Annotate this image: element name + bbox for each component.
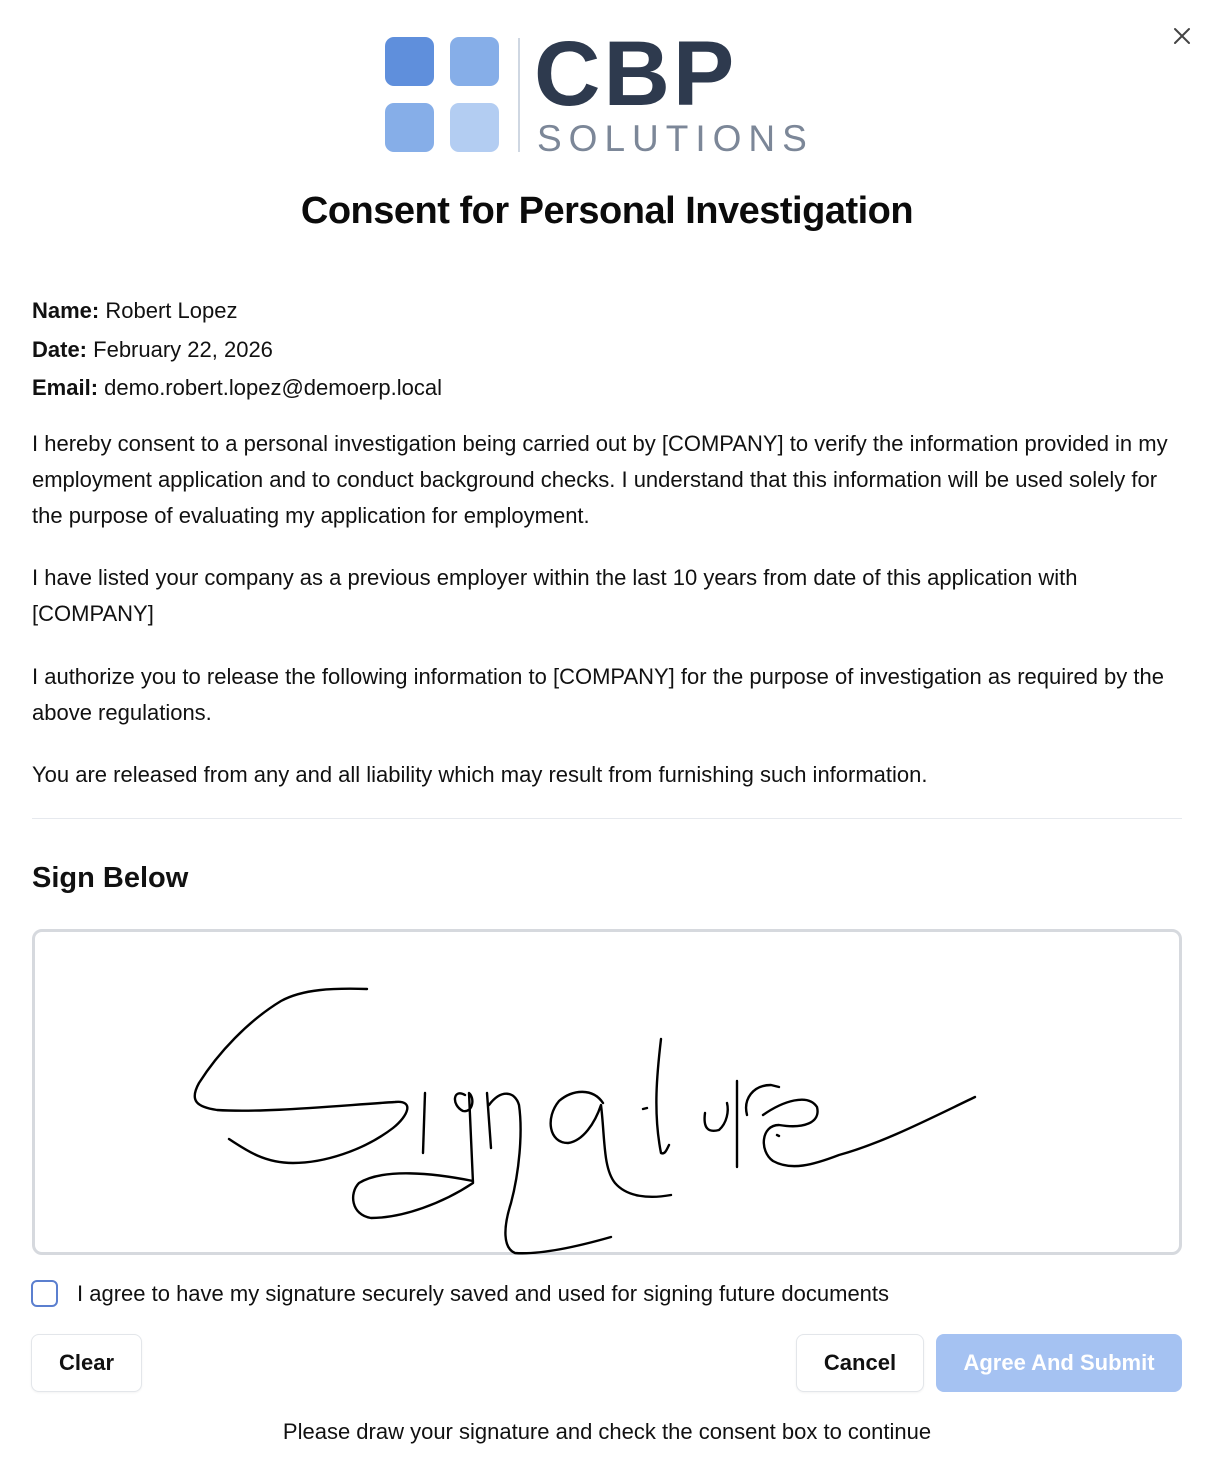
cancel-button[interactable]: Cancel bbox=[796, 1334, 924, 1392]
consent-paragraph: I hereby consent to a personal investigation being carried out by [COMPANY] to verify the information provided in my employment application and to conduct background checks. I understand that this information will be used solely for the purpose of evaluating my application for employment. bbox=[32, 431, 1168, 528]
logo-brand-sub: SOLUTIONS bbox=[537, 118, 814, 159]
signature-pad[interactable] bbox=[32, 929, 1182, 1255]
clear-button[interactable]: Clear bbox=[31, 1334, 142, 1392]
consent-paragraph: I have listed your company as a previous employer within the last 10 years from date of this application with [COMPANY] bbox=[32, 565, 1078, 626]
sign-heading: Sign Below bbox=[32, 862, 189, 894]
instruction-hint: Please draw your signature and check the consent box to continue bbox=[282, 1419, 932, 1444]
consent-row[interactable] bbox=[31, 1280, 889, 1307]
info-value: Robert Lopez bbox=[105, 298, 238, 323]
consent-paragraph: I authorize you to release the following information to [COMPANY] for the purpose of investigation as required by the above regulations. bbox=[32, 664, 1164, 725]
consent-paragraph: You are released from any and all liability which may result from furnishing such information. bbox=[32, 762, 928, 787]
info-value: demo.robert.lopez@demoerp.local bbox=[104, 375, 442, 400]
document-title: Consent for Personal Investigation bbox=[300, 190, 914, 232]
signature-drawing bbox=[3, 3, 1214, 1482]
agree-and-submit-button[interactable]: Agree And Submit bbox=[936, 1334, 1182, 1392]
logo-brand-main: CBP bbox=[534, 23, 738, 125]
info-label: Email: bbox=[32, 375, 99, 400]
info-value: February 22, 2026 bbox=[93, 336, 273, 362]
consent-checkbox[interactable] bbox=[31, 1280, 58, 1307]
consent-label[interactable]: I agree to have my signature securely saved and used for signing future documents bbox=[77, 1280, 890, 1306]
info-label: Date: bbox=[32, 336, 88, 362]
info-label: Name: bbox=[32, 298, 100, 323]
